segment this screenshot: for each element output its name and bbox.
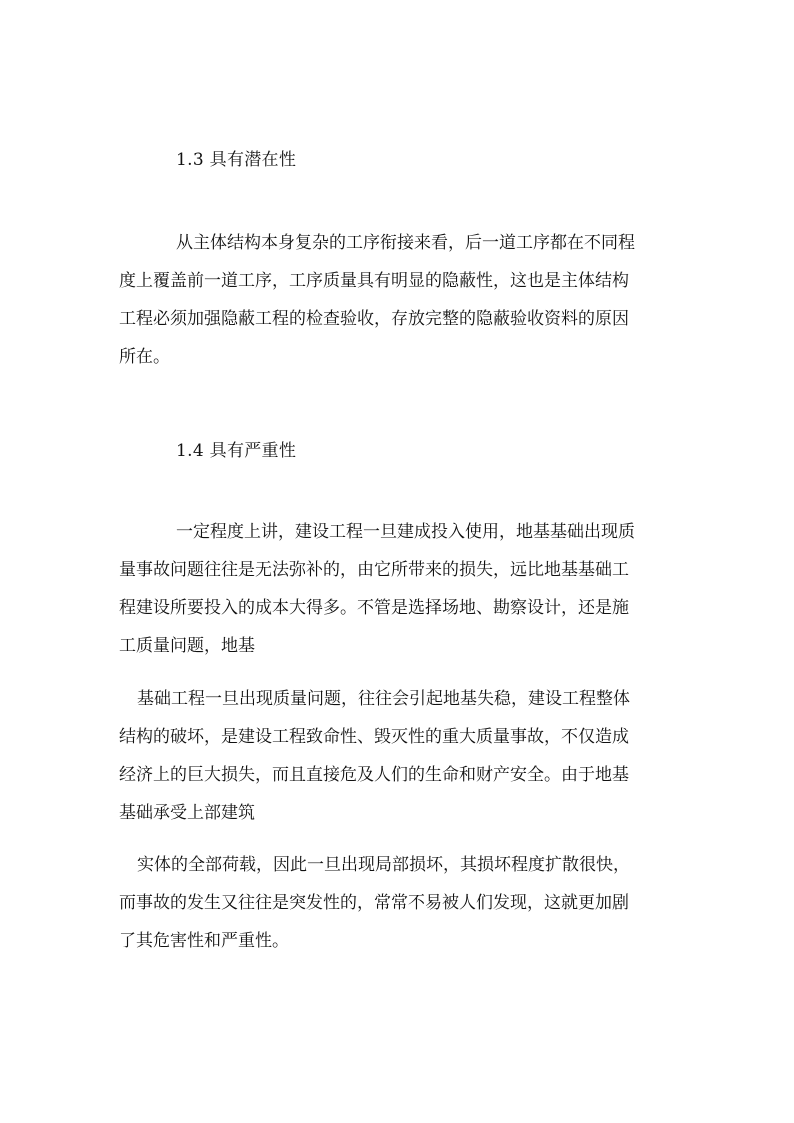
paragraph-line: 经济上的巨大损失，而且直接危及人们的生命和财产安全。由于地基: [119, 765, 629, 785]
paragraph-line: 基础承受上部建筑: [119, 803, 255, 823]
paragraph-line: 而事故的发生又往往是突发性的，常常不易被人们发现，这就更加剧: [119, 893, 629, 913]
paragraph-1-3: [119, 224, 677, 376]
paragraph-line: 量事故问题往往是无法弥补的，由它所带来的损失，远比地基基础工: [119, 560, 629, 580]
paragraph-line: 程建设所要投入的成本大得多。不管是选择场地、勘察设计，还是施: [119, 598, 629, 618]
paragraph-line: 基础工程一旦出现质量问题，往往会引起地基失稳，建设工程整体: [137, 689, 630, 709]
paragraph-1-4-part-3: [119, 846, 677, 960]
paragraph-1-4-part-2: [119, 680, 677, 832]
section-heading-1-4: 1.4 具有严重性: [176, 441, 297, 461]
paragraph-line: 工程必须加强隐蔽工程的检查验收，存放完整的隐蔽验收资料的原因: [119, 309, 629, 329]
paragraph-line: 度上覆盖前一道工序，工序质量具有明显的隐蔽性，这也是主体结构: [119, 271, 629, 291]
paragraph-line: 工质量问题，地基: [119, 636, 255, 656]
paragraph-line: 一定程度上讲，建设工程一旦建成投入使用，地基基础出现质: [176, 522, 635, 542]
paragraph-line: 实体的全部荷载，因此一旦出现局部损坏，其损坏程度扩散很快，: [137, 855, 630, 875]
paragraph-line: 所在。: [119, 347, 170, 367]
paragraph-line: 从主体结构本身复杂的工序衔接来看，后一道工序都在不同程: [176, 233, 635, 253]
paragraph-1-4-part-1: [119, 513, 677, 665]
paragraph-line: 结构的破坏，是建设工程致命性、毁灭性的重大质量事故，不仅造成: [119, 727, 629, 747]
section-heading-1-3: 1.3 具有潜在性: [176, 150, 297, 170]
paragraph-line: 了其危害性和严重性。: [119, 931, 289, 951]
